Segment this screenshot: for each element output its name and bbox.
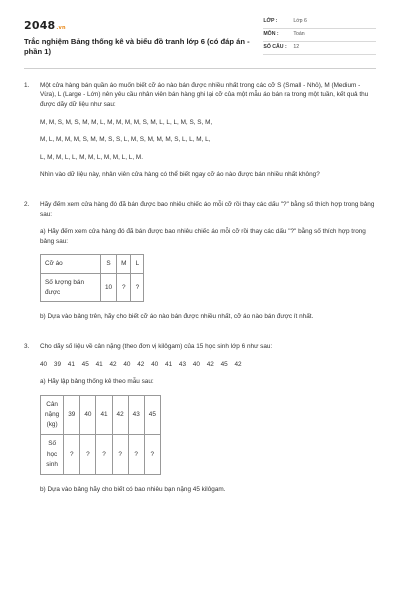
question-intro: Hãy đếm xem cửa hàng đó đã bán được bao nhiêu chiếc áo mỗi cỡ rồi thay các dấu "?" bằng số thích hợp trong bảng sau: <box>40 201 375 218</box>
data-line: M, M, S, M, S, M, M, L, M, M, M, M, S, M, L, L, L, M, S, S, M, <box>40 118 213 126</box>
number-item: 41 <box>95 360 103 368</box>
table-cell: 45 <box>144 395 160 435</box>
header-divider <box>24 68 376 69</box>
question-part-b: b) Dựa vào bảng trên, hãy cho biết cỡ áo nào bán được nhiều nhất, cỡ áo nào bán được ít nhất. <box>40 313 314 321</box>
table-row <box>41 274 144 302</box>
number-item: 40 <box>40 360 48 368</box>
question-intro: Một cửa hàng bán quần áo muốn biết cỡ áo nào bán được nhiều nhất trong các cỡ S (Small - Nhỏ), M (Medium - Vừa), L (Large - Lớn) nên yêu cầu nhân viên bán hàng ghi lại cỡ của một mẫu áo bán ra trong một tuần, kết quả thu được dãy dữ liệu như sau: <box>40 81 369 108</box>
question-body <box>40 200 376 330</box>
question-part-b: b) Dựa vào bảng hãy cho biết có bao nhiêu bạn nặng 45 kilôgam. <box>40 486 226 494</box>
site-logo[interactable] <box>24 18 263 35</box>
data-line: M, L, M, M, M, S, M, M, S, S, L, M, S, M, M, M, S, L, L, M, L, <box>40 136 211 144</box>
meta-key: SỐ CÂU : <box>263 44 287 51</box>
number-item: 42 <box>206 360 214 368</box>
question-body <box>40 342 376 503</box>
meta-value: 12 <box>293 44 300 51</box>
table-cell: 10 <box>101 274 117 302</box>
weight-table <box>40 395 161 476</box>
meta-row-class <box>263 16 376 29</box>
question-number: 2. <box>24 201 30 209</box>
header-left <box>24 14 263 58</box>
meta-value: Lớp 6 <box>293 18 307 25</box>
meta-value: Toán <box>293 31 305 38</box>
table-header-cell: Số lượng bán được <box>41 274 101 302</box>
table-row <box>41 395 161 435</box>
table-cell: S <box>101 255 117 274</box>
question-number: 3. <box>24 342 30 350</box>
size-table <box>40 254 144 302</box>
meta-panel <box>263 16 376 58</box>
meta-row-subject <box>263 29 376 42</box>
question-3 <box>24 342 376 503</box>
question-body <box>40 81 376 188</box>
question-2 <box>24 200 376 330</box>
number-item: 41 <box>67 360 75 368</box>
number-item: 45 <box>81 360 89 368</box>
page-header <box>24 14 376 58</box>
question-text: Nhìn vào dữ liệu này, nhân viên cửa hàng có thể biết ngay cỡ áo nào được bán nhiều nhất không? <box>40 171 320 179</box>
question-part-a: a) Hãy lập bảng thống kê theo mẫu sau: <box>40 378 154 386</box>
question-number: 1. <box>24 81 30 89</box>
weight-numbers <box>40 360 376 370</box>
table-cell: 43 <box>128 395 144 435</box>
table-cell: ? <box>112 435 128 475</box>
meta-key: MÔN : <box>263 31 279 38</box>
table-row <box>41 435 161 475</box>
meta-key: LỚP : <box>263 18 278 25</box>
number-item: 40 <box>192 360 200 368</box>
table-cell: 41 <box>96 395 112 435</box>
table-cell: ? <box>96 435 112 475</box>
table-cell: M <box>117 255 131 274</box>
table-cell: ? <box>144 435 160 475</box>
table-header-cell: Cỡ áo <box>41 255 101 274</box>
table-cell: 39 <box>64 395 80 435</box>
table-cell: 42 <box>112 395 128 435</box>
table-cell: ? <box>131 274 144 302</box>
number-item: 42 <box>109 360 117 368</box>
number-item: 43 <box>178 360 187 368</box>
table-cell: ? <box>128 435 144 475</box>
table-header-cell: Cân nặng (kg) <box>41 395 64 435</box>
question-1 <box>24 81 376 188</box>
number-item: 42 <box>234 360 242 368</box>
question-intro: Cho dãy số liệu về cân nặng (theo đơn vị kilôgam) của 15 học sinh lớp 6 như sau: <box>40 342 273 350</box>
page-title: Trắc nghiệm Bảng thống kê và biểu đồ tranh lớp 6 (có đáp án - phần 1) <box>24 36 250 57</box>
table-cell: 40 <box>80 395 96 435</box>
number-item: 42 <box>137 360 145 368</box>
meta-row-count <box>263 42 376 55</box>
question-part-a: a) Hãy đếm xem cửa hàng đó đã bán được bao nhiêu chiếc áo mỗi cỡ rồi thay các dấu "?" bằng số thích hợp trong bảng sau: <box>40 228 366 245</box>
number-item: 41 <box>165 360 173 368</box>
number-item: 39 <box>53 360 61 368</box>
number-item: 40 <box>123 360 131 368</box>
table-cell: ? <box>117 274 131 302</box>
table-cell: L <box>131 255 144 274</box>
table-header-cell: Số học sinh <box>41 435 64 475</box>
table-row <box>41 255 144 274</box>
data-line: L, M, M, L, L, M, M, L, M, M, L, L, M. <box>40 153 143 161</box>
table-cell: ? <box>64 435 80 475</box>
number-item: 40 <box>151 360 159 368</box>
logo-suffix: .vn <box>56 25 66 31</box>
table-cell: ? <box>80 435 96 475</box>
number-item: 45 <box>220 360 228 368</box>
logo-number: 2048 <box>24 19 56 32</box>
